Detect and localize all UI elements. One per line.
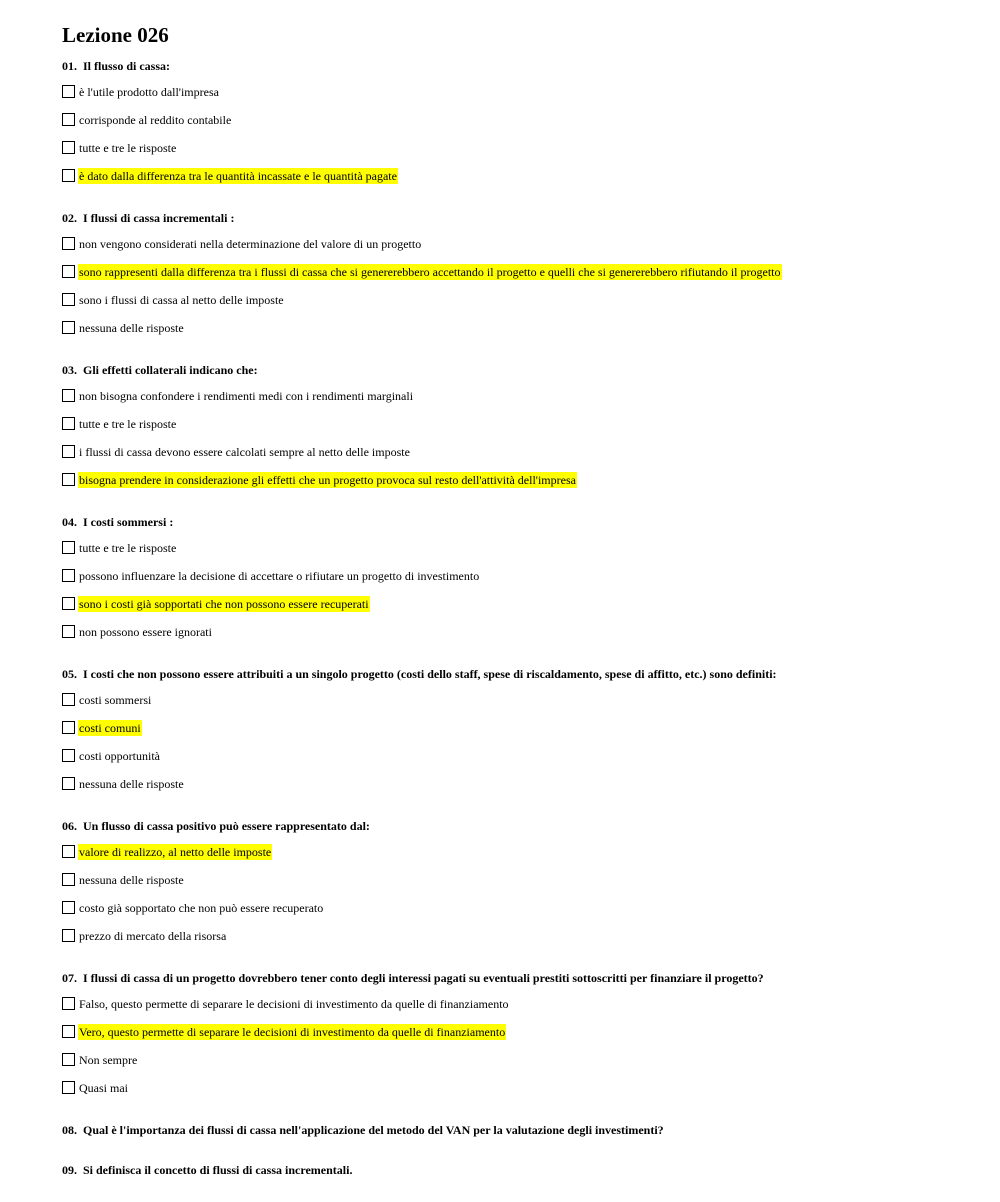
answer-checkbox[interactable]: [62, 901, 75, 914]
answer-checkbox[interactable]: [62, 417, 75, 430]
open-question-1: [62, 1122, 962, 1162]
answer-option: [62, 872, 962, 900]
page-title: Lezione 026: [62, 23, 169, 47]
question-heading: [62, 1162, 962, 1178]
answer-text: è l'utile prodotto dall'impresa: [79, 85, 219, 99]
answer-checkbox[interactable]: [62, 1025, 75, 1038]
answer-option: [62, 264, 962, 292]
answer-text: nessuna delle risposte: [79, 873, 184, 887]
question-heading: [62, 1122, 962, 1138]
document-page: [62, 20, 962, 1202]
answer-checkbox[interactable]: [62, 141, 75, 154]
question-number: 07.: [62, 971, 77, 985]
answer-option: [62, 748, 962, 776]
answer-text-highlighted: costi comuni: [79, 721, 141, 735]
answer-option: [62, 84, 962, 112]
answer-checkbox[interactable]: [62, 929, 75, 942]
answer-checkbox[interactable]: [62, 693, 75, 706]
answer-option: [62, 112, 962, 140]
answer-text: Falso, questo permette di separare le decisioni di investimento da quelle di finanziamento: [79, 997, 509, 1011]
answer-text: sono i flussi di cassa al netto delle imposte: [79, 293, 284, 307]
answer-text: i flussi di cassa devono essere calcolati sempre al netto delle imposte: [79, 445, 410, 459]
answer-option: [62, 996, 962, 1024]
question-number: 08.: [62, 1123, 77, 1137]
answer-checkbox[interactable]: [62, 293, 75, 306]
answer-option: [62, 692, 962, 720]
answer-option: [62, 540, 962, 568]
answer-text: nessuna delle risposte: [79, 777, 184, 791]
question-3: [62, 362, 962, 514]
question-1: [62, 58, 962, 210]
answer-option: [62, 1080, 962, 1108]
answer-option: [62, 720, 962, 748]
question-heading: [62, 362, 962, 378]
answer-text: non possono essere ignorati: [79, 625, 212, 639]
answer-option: [62, 568, 962, 596]
answer-checkbox[interactable]: [62, 625, 75, 638]
open-question-list: [62, 1122, 962, 1202]
question-number: 04.: [62, 515, 77, 529]
answer-text: costi sommersi: [79, 693, 152, 707]
answer-checkbox[interactable]: [62, 541, 75, 554]
answer-checkbox[interactable]: [62, 85, 75, 98]
answer-text: costi opportunità: [79, 749, 160, 763]
answer-option: [62, 416, 962, 444]
answer-option: [62, 900, 962, 928]
answer-text: tutte e tre le risposte: [79, 541, 177, 555]
question-number: 03.: [62, 363, 77, 377]
question-text: Si definisca il concetto di flussi di cassa incrementali.: [83, 1163, 353, 1177]
question-text: I flussi di cassa di un progetto dovrebbero tener conto degli interessi pagati su eventuali prestiti sottoscritti per finanziare il progetto?: [83, 971, 764, 985]
answer-checkbox[interactable]: [62, 473, 75, 486]
question-number: 01.: [62, 59, 77, 73]
question-number: 05.: [62, 667, 77, 681]
answer-option: [62, 140, 962, 168]
answer-text: Non sempre: [79, 1053, 138, 1067]
answer-checkbox[interactable]: [62, 169, 75, 182]
answer-option: [62, 320, 962, 348]
question-text: Qual è l'importanza dei flussi di cassa nell'applicazione del metodo del VAN per la valutazione degli investimenti?: [83, 1123, 664, 1137]
answer-text: non bisogna confondere i rendimenti medi con i rendimenti marginali: [79, 389, 414, 403]
answer-option: [62, 292, 962, 320]
answer-text-highlighted: sono i costi già sopportati che non possono essere recuperati: [79, 597, 369, 611]
answer-text-highlighted: è dato dalla differenza tra le quantità incassate e le quantità pagate: [79, 169, 397, 183]
question-5: [62, 666, 962, 818]
answer-checkbox[interactable]: [62, 445, 75, 458]
question-text: Gli effetti collaterali indicano che:: [83, 363, 258, 377]
answer-option: [62, 388, 962, 416]
question-heading: [62, 514, 962, 530]
answer-text: prezzo di mercato della risorsa: [79, 929, 227, 943]
question-heading: [62, 818, 962, 834]
answer-text: tutte e tre le risposte: [79, 141, 177, 155]
answer-text-highlighted: valore di realizzo, al netto delle imposte: [79, 845, 272, 859]
question-text: Il flusso di cassa:: [83, 59, 171, 73]
question-number: 06.: [62, 819, 77, 833]
answer-text: Quasi mai: [79, 1081, 128, 1095]
answer-option: [62, 776, 962, 804]
answer-text-highlighted: Vero, questo permette di separare le decisioni di investimento da quelle di finanziamento: [79, 1025, 506, 1039]
answer-checkbox[interactable]: [62, 749, 75, 762]
answer-text: nessuna delle risposte: [79, 321, 184, 335]
answer-checkbox[interactable]: [62, 721, 75, 734]
answer-text: non vengono considerati nella determinazione del valore di un progetto: [79, 237, 422, 251]
answer-option: [62, 1024, 962, 1052]
answer-checkbox[interactable]: [62, 265, 75, 278]
answer-option: [62, 844, 962, 872]
answer-checkbox[interactable]: [62, 597, 75, 610]
answer-checkbox[interactable]: [62, 997, 75, 1010]
open-question-2: [62, 1162, 962, 1202]
answer-checkbox[interactable]: [62, 873, 75, 886]
question-6: [62, 818, 962, 970]
answer-checkbox[interactable]: [62, 1053, 75, 1066]
answer-option: [62, 624, 962, 652]
answer-checkbox[interactable]: [62, 1081, 75, 1094]
answer-text: corrisponde al reddito contabile: [79, 113, 232, 127]
answer-text: tutte e tre le risposte: [79, 417, 177, 431]
answer-option: [62, 1052, 962, 1080]
answer-option: [62, 168, 962, 196]
answer-checkbox[interactable]: [62, 389, 75, 402]
answer-checkbox[interactable]: [62, 845, 75, 858]
question-text: I costi sommersi :: [83, 515, 174, 529]
question-text: I costi che non possono essere attribuiti a un singolo progetto (costi dello staff, spese di riscaldamento, spese di affitto, etc.) sono definiti:: [83, 667, 777, 681]
answer-text-highlighted: sono rappresenti dalla differenza tra i flussi di cassa che si genererebbero accettando il progetto e quelli che si genererebbero rifiutando il progetto: [79, 265, 781, 279]
question-number: 09.: [62, 1163, 77, 1177]
question-heading: [62, 970, 962, 986]
answer-checkbox[interactable]: [62, 569, 75, 582]
answer-text-highlighted: bisogna prendere in considerazione gli effetti che un progetto provoca sul resto dell'attività dell'impresa: [79, 473, 576, 487]
answer-option: [62, 928, 962, 956]
answer-option: [62, 236, 962, 264]
question-heading: [62, 58, 962, 74]
question-heading: [62, 210, 962, 226]
question-text: Un flusso di cassa positivo può essere rappresentato dal:: [83, 819, 370, 833]
question-number: 02.: [62, 211, 77, 225]
answer-checkbox[interactable]: [62, 321, 75, 334]
answer-text: possono influenzare la decisione di accettare o rifiutare un progetto di investimento: [79, 569, 480, 583]
answer-option: [62, 472, 962, 500]
question-7: [62, 970, 962, 1122]
answer-checkbox[interactable]: [62, 237, 75, 250]
answer-checkbox[interactable]: [62, 113, 75, 126]
question-4: [62, 514, 962, 666]
question-heading: [62, 666, 962, 682]
question-2: [62, 210, 962, 362]
answer-text: costo già sopportato che non può essere recuperato: [79, 901, 324, 915]
question-text: I flussi di cassa incrementali :: [83, 211, 235, 225]
answer-option: [62, 596, 962, 624]
answer-option: [62, 444, 962, 472]
answer-checkbox[interactable]: [62, 777, 75, 790]
question-list: [62, 58, 962, 1122]
